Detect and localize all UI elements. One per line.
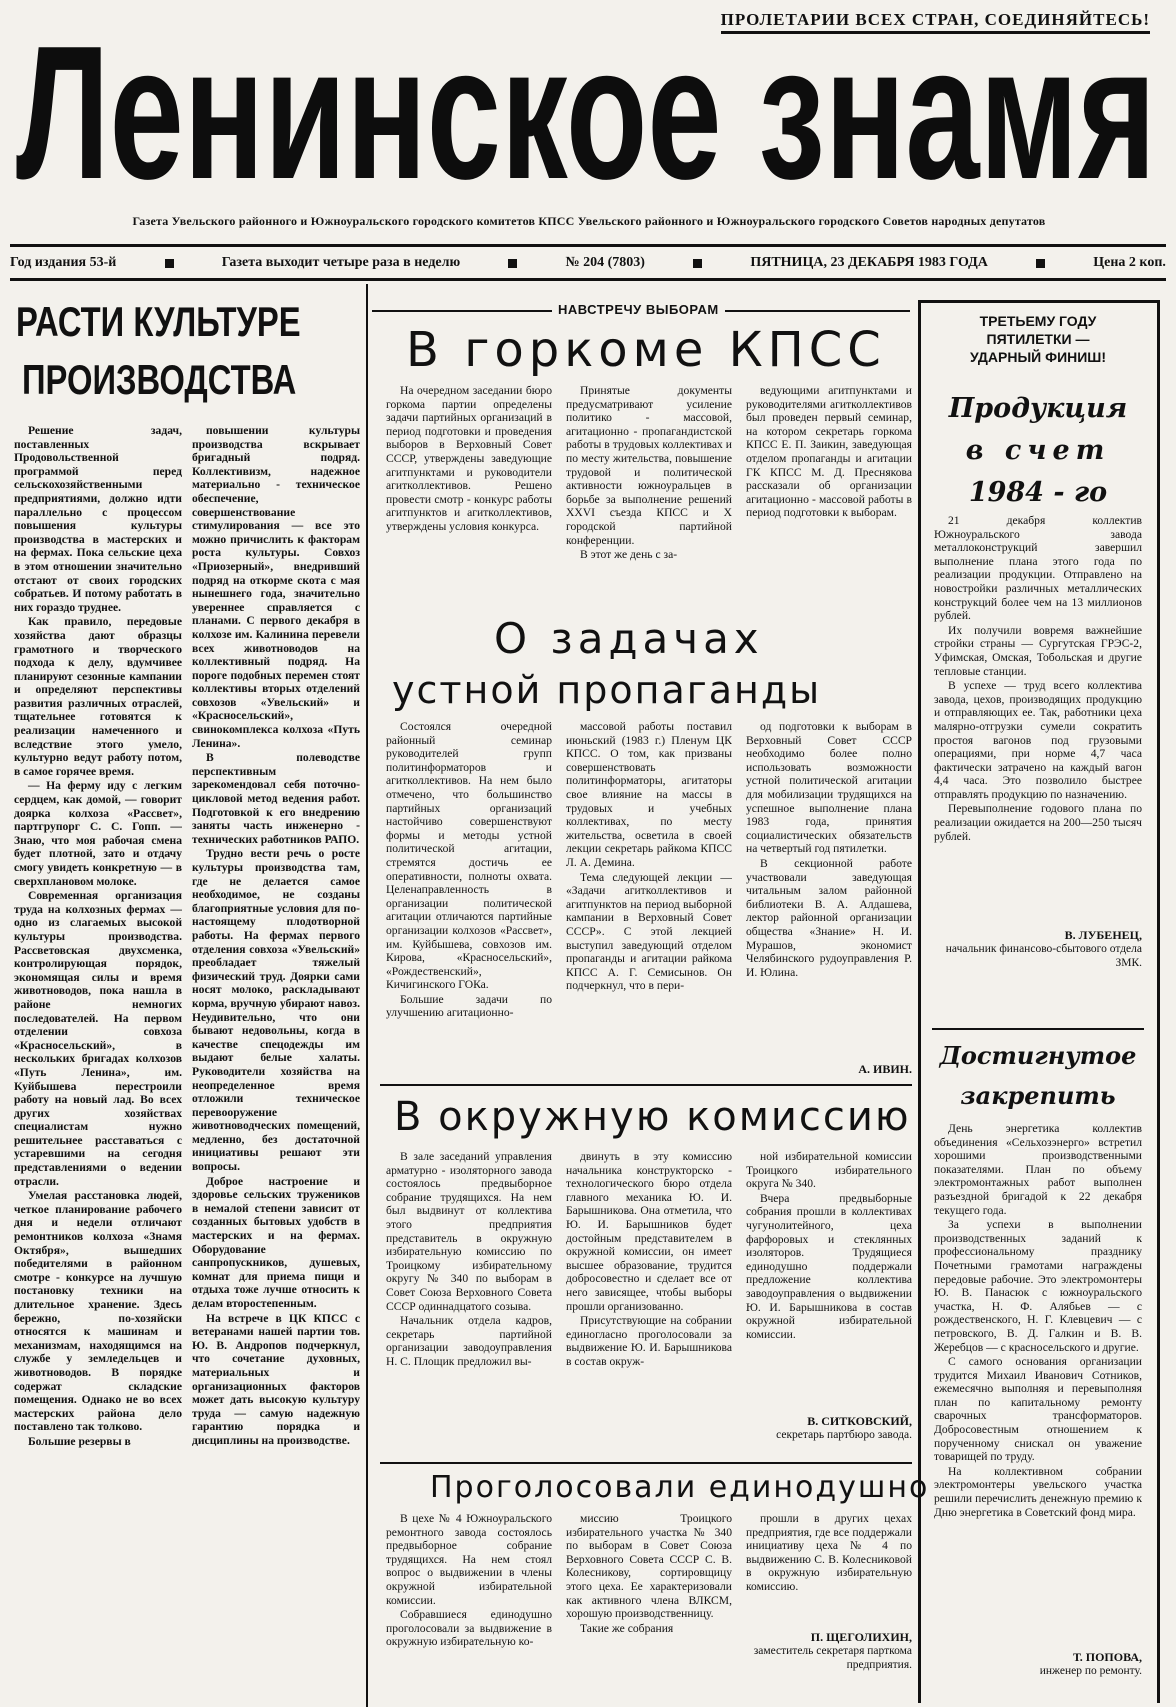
achieved-para: День энергетика коллектив объединения «Сельхозэнерго» встретил хорошими производственными показателями. План по объему электромонтажных работ выполнен разъездной бригадой к 22 декабря текущего года. [934,1122,1142,1217]
masthead-subtitle: Газета Увельского районного и Южноуральского городского комитетов КПСС Увельского районного и Южноуральского городского Советов народных депутатов [132,214,1046,228]
unanimous-column-3 [746,1512,912,1624]
gorkom-column-2 [566,384,732,604]
unanimous-para: миссию Троицкого избирательного участка № 340 по выборам в Совет Союза Верховного Совета СССР С. В. Колесникову, сортировщицу этого цеха. Ее характеризовали как активного члена ВЛКСМ, хорошую производственницу. [566,1512,732,1621]
finish-kicker [928,312,1148,366]
propaganda-para: Состоялся очередной районный семинар руководителей групп политинформаторов и агитколлективов. На нем было отмечено, что большинство партийных организаций настойчиво совершенствуют формы и методы устной политической агитации, стремятся достичь ее оперативности, полноты охвата. Целенаправленность в организации политической агитации отличаются партийные организации колхозов «Рассвет», им. Куйбышева, совхозов им. Кирова, «Красносельский», «Рождественский», Кичигинского ГОКа. [386,720,552,992]
unanimous-title: Проголосовали единодушно [430,1470,930,1505]
finish-para: 21 декабря коллектив Южноуральского завода металлоконструкций завершил выполнение плана этого года по реализации продукции. Отправлено на новостройки различных металлических конструкций более чем на 13 миллионов рублей. [934,514,1142,623]
unanimous-column-2 [566,1512,732,1702]
gorkom-para: На очередном заседании бюро горкома партии определены задачи партийных организаций в период подготовки и проведения выборов в Верховный Совет СССР, утверждены заведующие агитпунктами и руководители агитколлективов. Решено провести смотр - конкурс работы агитпунктов и агитколлективов, утверждены условия конкурса. [386,384,552,533]
culture-para: Решение задач, поставленных Продовольственной программой перед сельскохозяйственными предприятиями, должно идти параллельно с процессом повышения культуры производства в мастерских и на фермах. Пока сельские цеха в этом отношении значительно отстают от своих городских собратьев. И потому работать в них гораздо труднее. [14,424,182,614]
box-rule [932,1028,1144,1030]
achieved-signature-position: инженер по ремонту. [1039,1665,1142,1677]
finish-signature-position: начальник финансово-сбытового отдела ЗМК. [945,943,1142,969]
commission-column-1 [386,1150,552,1462]
achieved-title [928,1036,1148,1116]
unanimous-signature [746,1630,912,1672]
finish-title-line2: в счет [965,435,1111,466]
commission-signature [746,1414,912,1442]
finish-para: Перевыполнение годового плана по реализации ожидается на 200—250 тысяч рублей. [934,802,1142,843]
achieved-body [934,1122,1142,1642]
square-bullet-icon [165,259,174,268]
commission-para: В зале заседаний управления арматурно - изоляторного завода состоялось предвыборное собрание трудящихся. На нем был выдвинут от коллектива этого предприятия представитель в окружную избирательную комиссию по Троицкому избирательному округу № 340 по выборам в Совет Союза Верховного Совета СССР одиннадцатого созыва. [386,1150,552,1313]
commission-para: Присутствующие на собрании единогласно проголосовали за выдвижение Ю. И. Барышникова в состав окруж- [566,1314,732,1368]
culture-para: Современная организация труда на колхозных фермах — одно из слагаемых высокой культуры производства. Рассветовская двухсменка, контролирующая порядок, экономящая силы и время животноводов, пока нашла в районе немногих последователей. На первом отделении совхоза «Красносельский», в нескольких бригадах колхозов «Путь Ленина», им. Куйбышева перестроили работу на новый лад. Во всех других хозяйствах специалистам нужно решительнее расставаться с устаревшими на сегодня представлениями о ведении отрасли. [14,889,182,1188]
commission-column-2 [566,1150,732,1462]
propaganda-para: Тема следующей лекции — «Задачи агитколлективов и агитпунктов на период выборной кампании в Верховный Совет СССР». С этой лекцией выступил заведующий отделом пропаганды и агитации райкома КПСС А. Г. Семисынов. Он подчеркнул, что в пери- [566,870,732,993]
propaganda-para: массовой работы поставил июньский (1983 г.) Пленум ЦК КПСС. О том, как призваны совершенствовать политинформаторы, агитаторы свое влияние на массы в трудовых и учебных коллективах, по месту жительства, осветила в своей лекции секретарь райкома КПСС Л. А. Демина. [566,720,732,869]
culture-para: Трудно вести речь о росте культуры производства там, где не делается самое необходимое, не созданы благоприятные условия для по-настоящему плодотворной работы. На фермах первого отделения совхоза «Увельский» преобладает тяжелый физический труд. Доярки сами носят молоко, раскладывают корма, вручную убирают навоз. Неудивительно, что они бывают недовольны, когда в качестве спецодежды им выдают белые халаты. Руководители хозяйства на неопределенное время отложили техническое перевооружение животноводческих помещений, медленно, без достаточной инициативы решают эти вопросы. [192,847,360,1174]
commission-para: двинуть в эту комиссию начальника конструкторско - технологического бюро отдела главного механика Ю. И. Барышникова. Она отметила, что Ю. И. Барышников будет достойным представителем в окружной комиссии, он имеет высшее образование, трудится добросовестно и сделает все от него зависящее, чтобы выборы прошли организованно. [566,1150,732,1313]
propaganda-title-line1: О задачах [494,614,764,663]
unanimous-column-1 [386,1512,552,1702]
achieved-para: За успехи в выполнении производственных заданий к профессиональному празднику Почетными грамотами награждены передовые рабочие. Это электромонтеры Ю. В. Панасюк с южноуральского участка, Н. Ф. Алябьев — с рождественского, Н. Г. Клевцевич — с петровского, В. Д. Галкин и В. В. Жеребцов — с красносельского и другие. [934,1218,1142,1354]
propaganda-signature: А. ИВИН. [858,1062,912,1076]
unanimous-para: прошли в других цехах предприятия, где все поддержали инициативу цеха № 4 по выдвижению С. В. Колесниковой в окружную избирательную комиссию. [746,1512,912,1593]
propaganda-column-3 [746,720,912,1056]
propaganda-para: В секционной работе участвовали заведующая читальным залом районной библиотеки В. А. Алдашева, лектор районной организации общества «Знание» Н. И. Мурашов, экономист Челябинского рудоуправления Р. И. Юлина. [746,856,912,979]
achieved-signature-name: Т. ПОПОВА, [1072,1650,1142,1664]
finish-title-line1: Продукция [948,393,1128,424]
propaganda-column-1 [386,720,552,1080]
masthead [12,28,1162,208]
finish-body [934,514,1142,928]
gorkom-column-1 [386,384,552,604]
culture-para: В полеводстве перспективным зарекомендовал себя поточно-цикловой метод ведения работ. Подготовкой к его внедрению заняты часть инженерно - технических работников РАПО. [192,751,360,846]
achieved-para: С самого основания организации трудится Михаил Иванович Сотников, ежемесячно выполняя и перевыполняя план по капитальному ремонту сварочных трансформаторов. Добросовестным отношением к порученному снискал он уважение товарищей по труду. [934,1355,1142,1464]
achieved-title-line1: Достигнутое [939,1041,1137,1070]
masthead-motto: ПРОЛЕТАРИИ ВСЕХ СТРАН, СОЕДИНЯЙТЕСЬ! [721,10,1150,34]
header-rule-bottom [10,278,1166,281]
commission-para: ной избирательной комиссии Троицкого избирательного округа № 340. [746,1150,912,1191]
gorkom-kicker: НАВСТРЕЧУ ВЫБОРАМ [552,302,725,317]
issue-date: ПЯТНИЦА, 23 ДЕКАБРЯ 1983 ГОДА [750,255,988,270]
gorkom-para: ведующими агитпунктами и руководителями агитколлективов был проведен первый семинар, на котором секретарь горкома КПСС Е. П. Заикин, заведующая отделом пропаганды и агитации ГК КПСС М. Д. Преснякова рассказали об организации агитационно - массовой работы в период подготовки к выборам. [746,384,912,520]
finish-signature-name: В. ЛУБЕНЕЦ, [1064,928,1142,942]
finish-title-line3: 1984 - го [968,477,1108,508]
culture-para: На встрече в ЦК КПСС с ветеранами нашей партии тов. Ю. В. Андропов подчеркнул, что сочетание духовных, материальных и организационных факторов может дать высокую культуру труда — самую надежную гарантию порядка и дисциплины на производстве. [192,1311,360,1447]
achieved-para: На коллективном собрании электромонтеры увельского участка решили перечислить денежную премию к Дню энергетика в Советский фонд мира. [934,1464,1142,1519]
culture-column-2 [192,424,360,1702]
culture-para: повышении культуры производства вскрывает бригадный подряд. Коллективизм, надежное материально - техническое обеспечение, совершенствование стимулирования — все это можно причислить к факторам роста культуры. Совхоз «Приозерный», внедривший подряд на откорме скота с мая нынешнего года, значительно увереннее справляется с планами. С первого декабря в колхозе им. Калинина перевели всех животноводов на коллективный подряд. На пороге подобных перемен стоят коллективы вторых отделений совхозов «Увельский» и «Красносельский», свинокомплекса колхоза «Путь Ленина». [192,424,360,750]
unanimous-signature-position: заместитель секретаря парткома предприятия. [753,1645,912,1671]
culture-para: — На ферму иду с легким сердцем, как домой, — говорит доярка колхоза «Рассвет», партгрупорг С. С. Гопп. — Знаю, что моя рабочая смена будет плотной, зато и отдачу смогу увидеть конкретную — в сверхплановом молоке. [14,779,182,888]
masthead-title: Ленинское знамя [16,28,1156,208]
finish-kicker-line3: УДАРНЫЙ ФИНИШ! [969,349,1107,365]
issue-price: Цена 2 коп. [1093,255,1166,270]
unanimous-para: Такие же собрания [580,1621,674,1635]
square-bullet-icon [693,259,702,268]
culture-title-line2: ПРОИЗВОДСТВА [22,356,297,403]
finish-para: В успехе — труд всего коллектива завода, цехов, производящих продукцию и отправляющих ее. Так, работники цеха малярно-отгрузки сумели сократить простоя вагонов под грузовыми операциями, при норме 4,7 часа фактически затрачено на каждый вагон 4,4 часа. Это позволило быстрее отправлять продукцию по назначению. [934,679,1142,801]
square-bullet-icon [508,259,517,268]
culture-title-line1: РАСТИ КУЛЬТУРЕ [16,298,301,345]
unanimous-signature-name: П. ЩЕГОЛИХИН, [810,1630,912,1644]
propaganda-title-line2: устной пропаганды [392,668,822,712]
culture-para: Умелая расстановка людей, четкое планирование рабочего дня и недели отличают ремонтников колхоза «Знамя Октября», вышедших победителями в районном смотре - конкурсе на лучшую постановку техники на длительное хранение. Здесь бережно, по-хозяйски относятся к машинам и механизмам, находящимся на службе у земледельцев и животноводов. В порядке содержат складские помещения. Однако не во всех мастерских района дело поставлено так толково. [14,1189,182,1434]
commission-column-3 [746,1150,912,1410]
culture-column-1 [14,424,182,1702]
commission-para: Вчера предвыборные собрания прошли в коллективах чугунолитейного, цеха фарфоровых и стеклянных изоляторов. Трудящиеся единодушно поддержали предложение коллектива заводоуправления о выдвижении Ю. И. Барышникова в состав окружной избирательной комиссии. [746,1191,912,1341]
gorkom-para: Принятые документы предусматривают усиление политико - массовой, агитационно - пропагандистской работы в трудовых коллективах и по месту жительства, повышение трудовой и политической активности южноуральцев в борьбе за выполнение решений XXVI съезда КПСС и X городской партийной конференции. [566,384,732,547]
propaganda-column-2 [566,720,732,1080]
finish-para: Их получили вовремя важнейшие стройки страны — Сургутская ГРЭС-2, Уфимская, Омская, Тобольская и другие тепловые станции. [934,623,1142,678]
commission-title: В окружную комиссию [394,1094,911,1140]
square-bullet-icon [1036,259,1045,268]
finish-kicker-line1: ТРЕТЬЕМУ ГОДУ [979,313,1097,329]
issue-frequency: Газета выходит четыре раза в неделю [221,255,461,270]
culture-para: Большие резервы в [28,1434,131,1448]
issue-info-bar [10,252,1166,274]
unanimous-para: В цехе № 4 Южноуральского ремонтного завода состоялось предвыборное собрание трудящихся. На нем стоял вопрос о выдвижении в члены окружной избирательной комиссии. [386,1512,552,1607]
gorkom-column-3 [746,384,912,604]
commission-signature-name: В. СИТКОВСКИЙ, [807,1414,912,1428]
achieved-signature [934,1650,1142,1678]
finish-kicker-line2: ПЯТИЛЕТКИ — [986,331,1090,347]
propaganda-para: од подготовки к выборам в Верховный Совет СССР необходимо более полно использовать возможности устной политической агитации для мобилизации трудящихся на успешное выполнение плана 1983 года, принятия социалистических обязательств на четвертый год пятилетки. [746,720,912,856]
header-rule-top [10,244,1166,247]
finish-title [928,388,1148,514]
commission-signature-position: секретарь партбюро завода. [776,1429,912,1441]
culture-para: Как правило, передовые хозяйства дают образцы грамотного и творческого подхода к делу, вдумчивее планируют сезонные кампании и определяют перспективы развития различных отраслей, тщательнее готовятся к реализации намеченного и вследствие этого умело, культурно ведут работу потом, в самое горячее время. [14,615,182,778]
unanimous-para: Собравшиеся единодушно проголосовали за выдвижение в окружную избирательную ко- [386,1608,552,1649]
issue-year: Год издания 53-й [10,255,117,270]
achieved-title-line2: закрепить [960,1081,1116,1110]
issue-number: № 204 (7803) [565,255,645,270]
section-rule [380,1084,912,1086]
section-rule [380,1462,912,1464]
finish-signature [934,928,1142,970]
column-divider [366,284,368,1707]
gorkom-para: В этот же день с за- [580,548,678,562]
propaganda-para: Большие задачи по улучшению агитационно- [386,992,552,1020]
masthead-svg [12,28,1162,208]
culture-para: Доброе настроение и здоровье сельских тружеников в немалой степени зависит от созданных бытовых удобств в мастерских и на фермах. Оборудование санпропускников, душевых, комнат для приема пищи и отдыха тоже лучше относить к делам второстепенным. [192,1174,360,1310]
gorkom-title: В горкоме КПСС [406,322,886,378]
commission-para: Начальник отдела кадров, секретарь партийной организации заводоуправления Н. С. Площик предложил вы- [386,1314,552,1368]
